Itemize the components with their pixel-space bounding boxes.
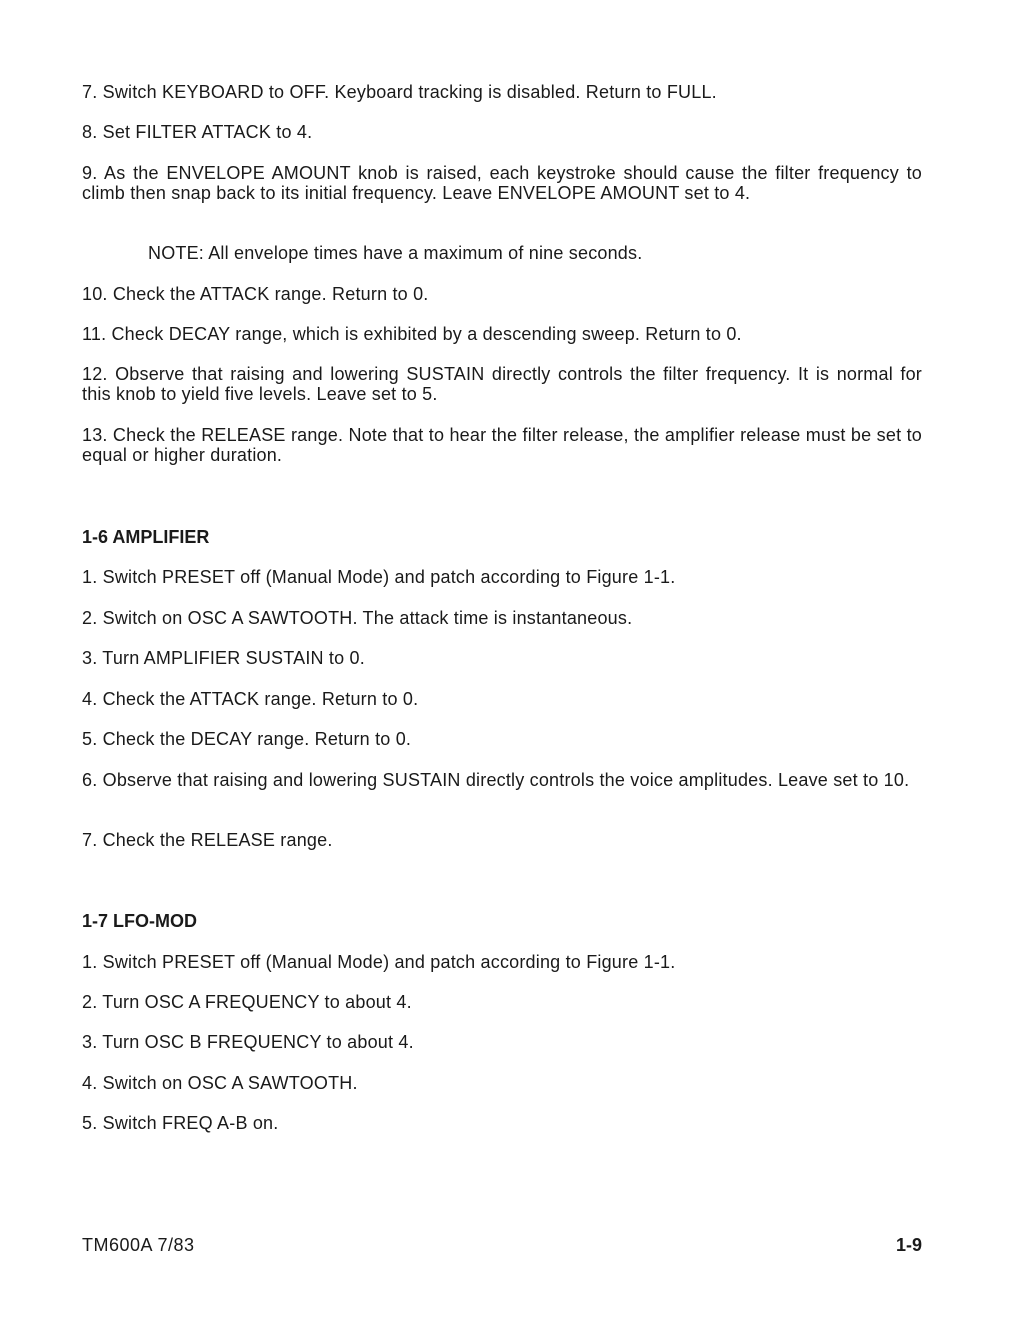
amplifier-step-6: 6. Observe that raising and lowering SUSTAIN directly controls the voice amplitudes. Leave set to 10. [82,770,910,790]
amplifier-step-4: 4. Check the ATTACK range. Return to 0. [82,689,419,709]
amplifier-step-2: 2. Switch on OSC A SAWTOOTH. The attack time is instantaneous. [82,608,633,628]
filter-step-9: 9. As the ENVELOPE AMOUNT knob is raised, each keystroke should cause the filter frequency to climb then snap back to its initial frequency. Leave ENVELOPE AMOUNT set to 4. [82,163,922,203]
footer-doc-id: TM600A 7/83 [82,1235,195,1255]
lfo-step-5: 5. Switch FREQ A-B on. [82,1113,279,1133]
filter-step-8: 8. Set FILTER ATTACK to 4. [82,122,313,142]
filter-step-7: 7. Switch KEYBOARD to OFF. Keyboard tracking is disabled. Return to FULL. [82,82,717,102]
filter-step-12: 12. Observe that raising and lowering SUSTAIN directly controls the filter frequency. It is normal for this knob to yield five levels. Leave set to 5. [82,364,922,404]
lfo-step-4: 4. Switch on OSC A SAWTOOTH. [82,1073,358,1093]
amplifier-step-1: 1. Switch PRESET off (Manual Mode) and patch according to Figure 1-1. [82,567,676,587]
lfo-step-3: 3. Turn OSC B FREQUENCY to about 4. [82,1032,414,1052]
filter-step-10: 10. Check the ATTACK range. Return to 0. [82,284,429,304]
filter-step-11: 11. Check DECAY range, which is exhibited by a descending sweep. Return to 0. [82,324,742,344]
filter-step-13: 13. Check the RELEASE range. Note that to hear the filter release, the amplifier release must be set to equal or higher duration. [82,425,922,465]
lfo-step-1: 1. Switch PRESET off (Manual Mode) and patch according to Figure 1-1. [82,952,676,972]
amplifier-step-3: 3. Turn AMPLIFIER SUSTAIN to 0. [82,648,365,668]
section-heading-amplifier: 1-6 AMPLIFIER [82,527,210,547]
page-number: 1-9 [895,1235,922,1255]
section-heading-lfo-mod: 1-7 LFO-MOD [82,911,197,931]
note: NOTE: All envelope times have a maximum of nine seconds. [148,243,643,263]
lfo-step-2: 2. Turn OSC A FREQUENCY to about 4. [82,992,412,1012]
amplifier-step-7: 7. Check the RELEASE range. [82,830,333,850]
amplifier-step-5: 5. Check the DECAY range. Return to 0. [82,729,412,749]
